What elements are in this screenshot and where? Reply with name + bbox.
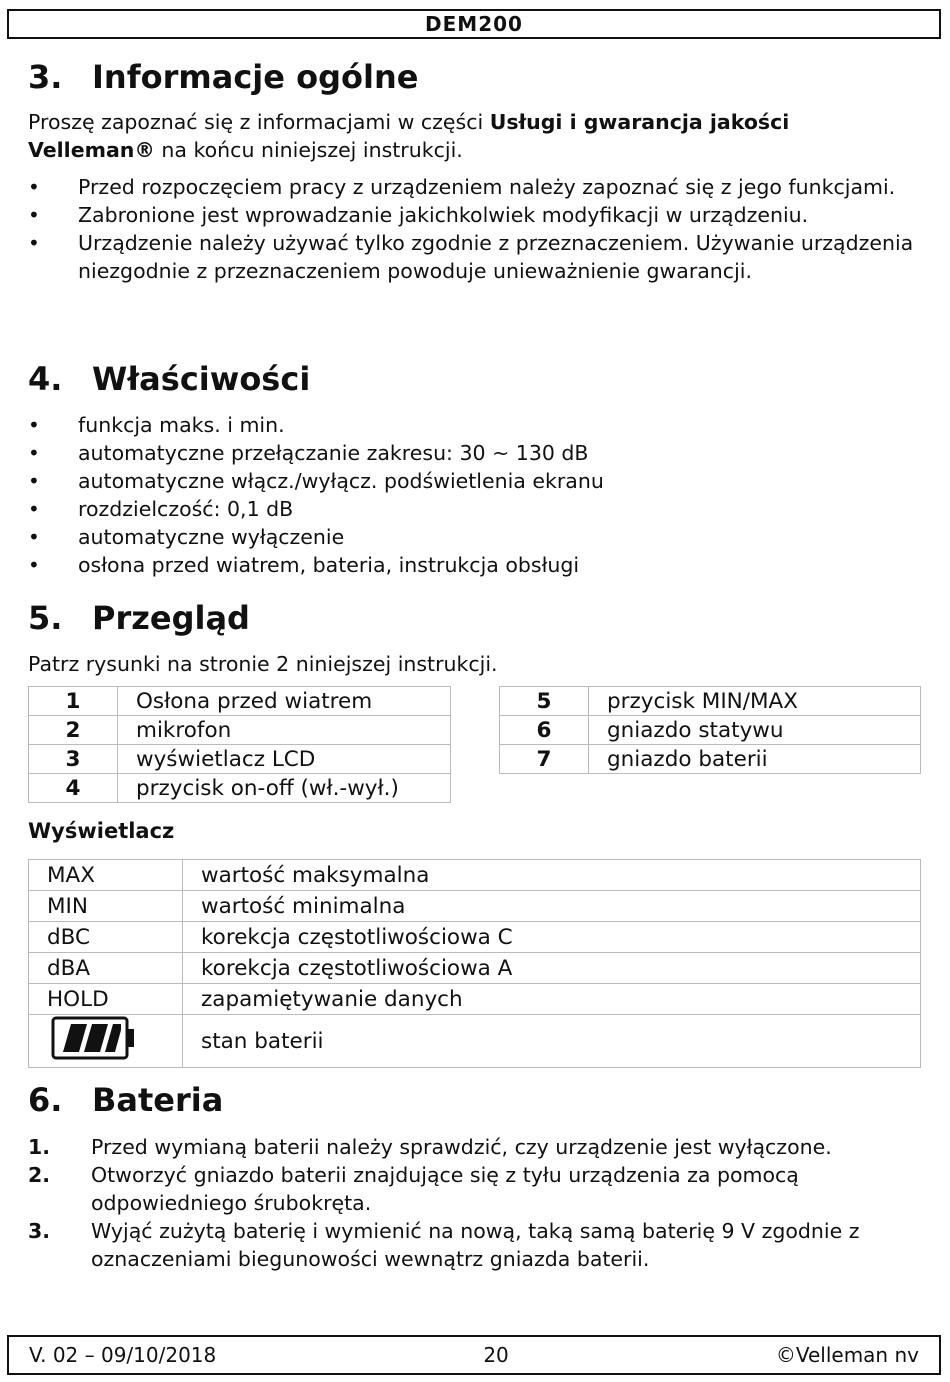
page-header xyxy=(7,9,941,39)
section-3-list xyxy=(28,173,928,285)
section-6-steps xyxy=(28,1133,928,1273)
table-row: 5 przycisk MIN/MAX xyxy=(500,687,921,716)
parts-table-left xyxy=(28,686,451,803)
footer-copyright: ©Velleman nv xyxy=(775,1343,919,1367)
table-row: 2 mikrofon xyxy=(29,716,451,745)
table-row: 6 gniazdo statywu xyxy=(500,716,921,745)
section-3-intro: Proszę zapoznać się z informacjami w części Usługi i gwarancja jakości Velleman® na końcu niniejszej instrukcji. xyxy=(28,110,790,162)
section-4-heading: 4. Właściwości xyxy=(28,360,311,398)
footer-page-number: 20 xyxy=(483,1343,509,1367)
list-item: • rozdzielczość: 0,1 dB xyxy=(28,495,928,523)
list-item: • funkcja maks. i min. xyxy=(28,411,928,439)
page-footer xyxy=(7,1335,941,1375)
table-row: MIN wartość minimalna xyxy=(29,891,921,922)
display-table xyxy=(28,859,921,1068)
list-item: 2. Otworzyć gniazdo baterii znajdujące się z tyłu urządzenia za pomocą odpowiedniego śrubokręta. xyxy=(28,1163,799,1215)
section-3-heading: 3. Informacje ogólne xyxy=(28,58,419,96)
list-item: • Zabronione jest wprowadzanie jakichkolwiek modyfikacji w urządzeniu. xyxy=(28,201,928,229)
list-item: • osłona przed wiatrem, bateria, instrukcja obsługi xyxy=(28,551,928,579)
list-item: 1. Przed wymianą baterii należy sprawdzić, czy urządzenie jest wyłączone. xyxy=(28,1135,832,1159)
table-row: 4 przycisk on-off (wł.-wył.) xyxy=(29,774,451,803)
table-row: 1 Osłona przed wiatrem xyxy=(29,687,451,716)
table-row: 7 gniazdo baterii xyxy=(500,745,921,774)
list-item: • Przed rozpoczęciem pracy z urządzeniem należy zapoznać się z jego funkcjami. xyxy=(28,173,928,201)
table-row: stan baterii xyxy=(29,1015,921,1068)
section-5-heading: 5. Przegląd xyxy=(28,599,250,637)
list-item: 3. Wyjąć zużytą baterię i wymienić na nową, taką samą baterię 9 V zgodnie z oznaczeniami biegunowości wewnątrz gniazda baterii. xyxy=(28,1219,860,1271)
header-title: DEM200 xyxy=(425,12,523,36)
table-row: dBA korekcja częstotliwościowa A xyxy=(29,953,921,984)
list-item: • automatyczne wyłączenie xyxy=(28,523,928,551)
section-4-list xyxy=(28,411,928,579)
table-row: dBC korekcja częstotliwościowa C xyxy=(29,922,921,953)
display-heading: Wyświetlacz xyxy=(28,819,175,843)
table-row: 3 wyświetlacz LCD xyxy=(29,745,451,774)
table-row: HOLD zapamiętywanie danych xyxy=(29,984,921,1015)
list-item: • Urządzenie należy używać tylko zgodnie z przeznaczeniem. Używanie urządzenia niezgodnie z przeznaczeniem powoduje unieważnienie gwarancji. xyxy=(28,229,928,285)
list-item: • automatyczne przełączanie zakresu: 30 ~ 130 dB xyxy=(28,439,928,467)
table-row: MAX wartość maksymalna xyxy=(29,860,921,891)
parts-table-right xyxy=(499,686,921,774)
list-item: • automatyczne włącz./wyłącz. podświetlenia ekranu xyxy=(28,467,928,495)
section-6-heading: 6. Bateria xyxy=(28,1081,224,1119)
section-5-intro: Patrz rysunki na stronie 2 niniejszej instrukcji. xyxy=(28,652,498,676)
footer-version: V. 02 – 09/10/2018 xyxy=(29,1343,217,1367)
battery-icon xyxy=(51,1016,137,1060)
